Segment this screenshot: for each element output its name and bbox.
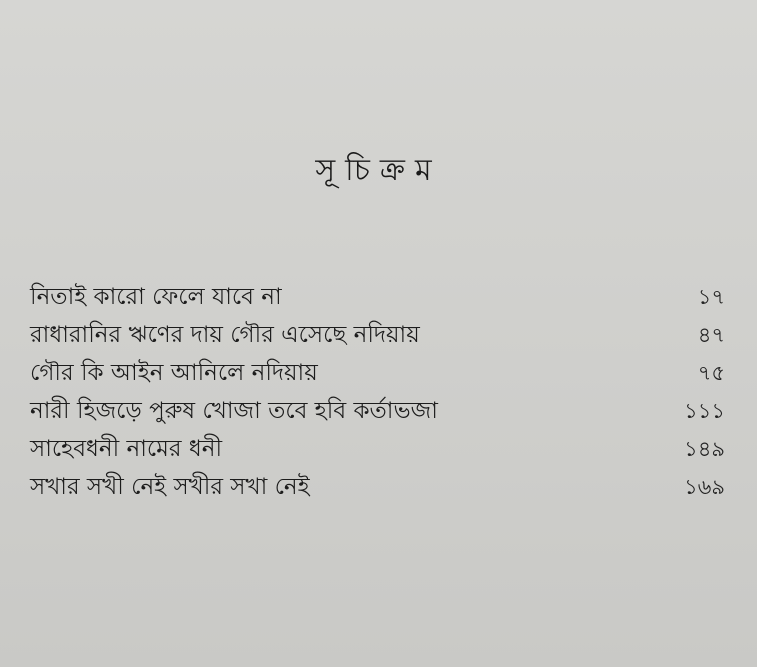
contents-heading: সূচিক্রম	[315, 153, 442, 188]
toc-entry	[30, 392, 725, 430]
toc-entry	[30, 354, 725, 392]
toc-entry	[30, 430, 725, 468]
toc-entry-title: রাধারানির ঋণের দায় গৌর এসেছে নদিয়ায়	[30, 322, 420, 348]
toc-entry-title: সখার সখী নেই সখীর সখা নেই	[30, 474, 310, 500]
toc-entry	[30, 278, 725, 316]
toc-entry	[30, 468, 725, 506]
table-of-contents	[30, 278, 725, 506]
toc-entry-page-number: ১৬৯	[684, 475, 725, 499]
toc-entry-title: নারী হিজড়ে পুরুষ খোজা তবে হবি কর্তাভজা	[30, 398, 438, 424]
toc-entry-page-number: ১৪৯	[684, 437, 725, 461]
toc-entry-page-number: ৭৫	[697, 361, 725, 385]
toc-entry	[30, 316, 725, 354]
toc-entry-page-number: ১১১	[684, 399, 725, 423]
toc-entry-page-number: ৪৭	[697, 323, 725, 347]
toc-entry-title: সাহেবধনী নামের ধনী	[30, 436, 223, 462]
toc-entry-title: গৌর কি আইন আনিলে নদিয়ায়	[30, 360, 318, 386]
toc-entry-title: নিতাই কারো ফেলে যাবে না	[30, 284, 282, 310]
toc-entry-page-number: ১৭	[697, 285, 725, 309]
